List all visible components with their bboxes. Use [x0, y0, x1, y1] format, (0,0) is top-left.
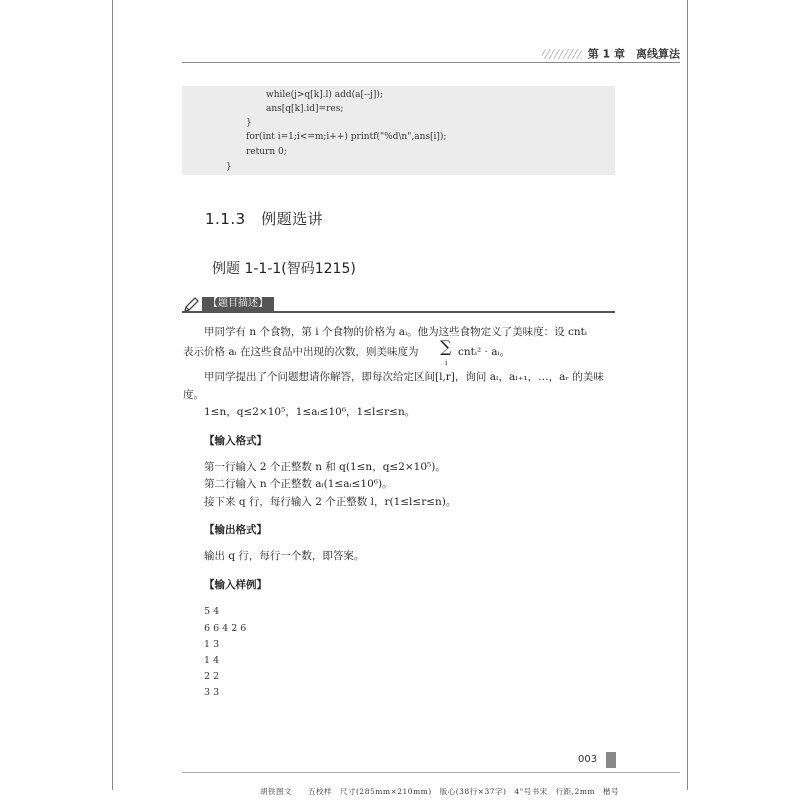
bottom-rule — [182, 772, 680, 773]
sample-line: 5 4 — [204, 606, 220, 617]
sample-line: 2 2 — [204, 671, 220, 682]
code-line: while(j>q[k].l) add(a[--j]); — [266, 90, 383, 100]
page-number-bar — [606, 752, 616, 768]
header-rule — [182, 62, 680, 63]
chapter-title: 第 1 章 离线算法 — [587, 47, 680, 61]
code-line: } — [246, 118, 252, 128]
code-line: } — [226, 162, 232, 172]
code-line: return 0; — [246, 147, 287, 157]
input-format-line: 接下来 q 行，每行输入 2 个正整数 l，r(1≤l≤r≤n)。 — [204, 496, 457, 508]
sample-line: 6 6 4 2 6 — [204, 623, 247, 634]
output-format-line: 输出 q 行，每行一个数，即答案。 — [204, 550, 365, 562]
running-header — [500, 43, 680, 59]
description-line: 甲同学提出了个问题想请你解答，即每次给定区间[l,r]，询问 aₗ，aₗ₊₁，…，aᵣ 的美味 — [204, 371, 604, 383]
sample-line: 3 3 — [204, 687, 220, 698]
input-format-line: 第一行输入 2 个正整数 n 和 q(1≤n，q≤2×10⁵)。 — [204, 461, 446, 473]
print-footer: 胡铁图文 五校样 尺寸(285mm×210mm) 版心(38行×37字) 4"号书宋 行距,2mm 楷号 — [260, 787, 620, 796]
description-line: 甲同学有 n 个食物，第 i 个食物的价格为 aᵢ。他为这些食物定义了美味度：设 cntᵢ — [204, 326, 587, 338]
code-line: for(int i=1;i<=m;i++) printf("%d\n",ans[i]); — [246, 132, 447, 142]
tag-rule — [182, 311, 615, 313]
example-title: 例题 1-1-1(智码1215) — [212, 261, 356, 277]
input-format-line: 第二行输入 n 个正整数 aᵢ(1≤aᵢ≤10⁶)。 — [204, 478, 393, 490]
summation-subscript: i — [445, 359, 448, 367]
page-number-box — [570, 752, 616, 768]
description-line: 度。 — [183, 389, 204, 401]
section-title: 1.1.3 例题选讲 — [205, 210, 324, 228]
header-hatch-decoration — [542, 49, 582, 59]
problem-description-bar — [182, 297, 615, 313]
description-line: 表示价格 aᵢ 在这些食品中出现的次数，则美味度为 — [183, 346, 419, 358]
description-line: cntᵢ² · aᵢ。 — [458, 346, 511, 358]
page-number: 003 — [578, 754, 598, 765]
input-sample-heading: 【输入样例】 — [204, 579, 267, 591]
code-line: ans[q[k].id]=res; — [266, 104, 344, 114]
constraints-line: 1≤n，q≤2×10⁵，1≤aᵢ≤10⁶，1≤l≤r≤n。 — [204, 406, 416, 418]
sample-line: 1 3 — [204, 639, 220, 650]
output-format-heading: 【输出格式】 — [204, 524, 267, 536]
input-format-heading: 【输入格式】 — [204, 435, 267, 447]
summation-symbol: ∑ — [440, 337, 452, 356]
problem-description-tag: 【题目描述】 — [202, 297, 274, 311]
code-block — [182, 86, 615, 175]
sample-line: 1 4 — [204, 655, 220, 666]
